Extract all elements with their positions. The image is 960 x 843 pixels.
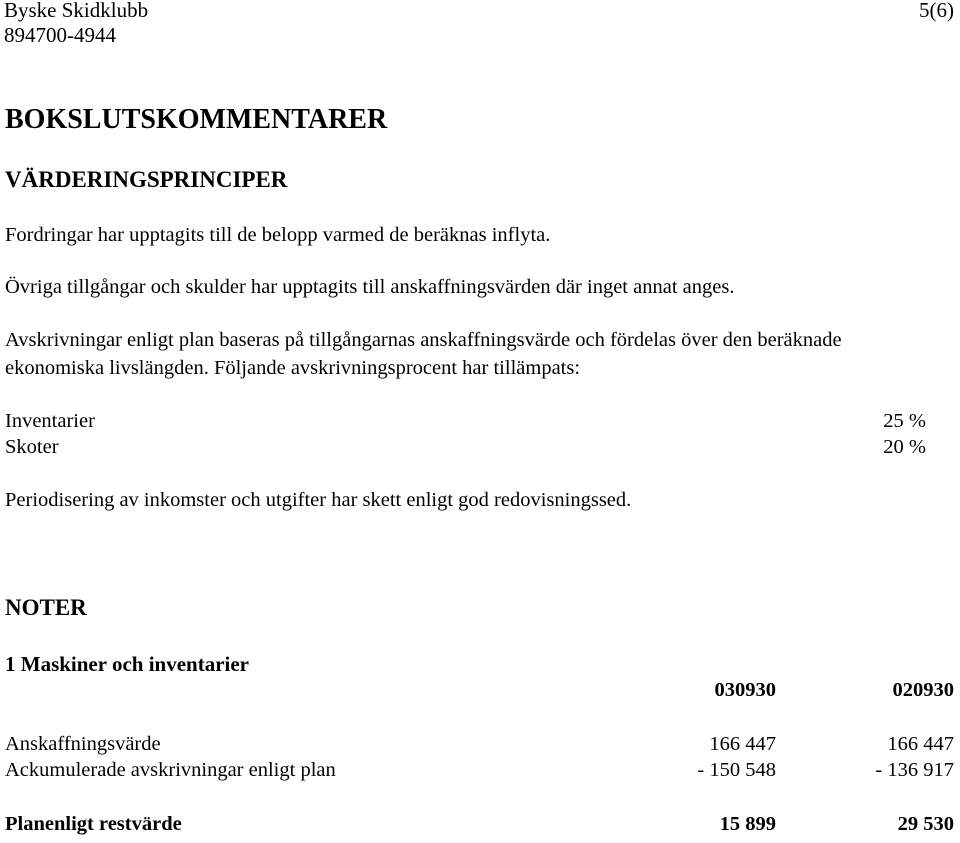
org-number: 894700-4944 xyxy=(4,23,116,47)
note1-row-label-acquisition: Anskaffningsvärde xyxy=(5,733,161,755)
paragraph-depreciation-line2: ekonomiska livslängden. Följande avskrivningsprocent har tillämpats: xyxy=(5,357,581,379)
note1-row-label-accumulated-depreciation: Ackumulerade avskrivningar enligt plan xyxy=(5,759,336,781)
note1-row-value-accumulated-depreciation-previous: - 136 917 xyxy=(875,759,954,781)
valuation-principles-heading: VÄRDERINGSPRINCIPER xyxy=(5,167,288,192)
paragraph-other-assets: Övriga tillgångar och skulder har upptagits till anskaffningsvärden där inget annat anges. xyxy=(5,276,735,298)
notes-heading: NOTER xyxy=(5,595,87,620)
rate-value-snowmobile: 20 % xyxy=(883,436,926,458)
note1-row-value-accumulated-depreciation-current: - 150 548 xyxy=(697,759,776,781)
note1-column-header-current: 030930 xyxy=(714,679,776,701)
org-name: Byske Skidklubb xyxy=(4,0,149,22)
note1-total-value-current: 15 899 xyxy=(719,813,776,835)
rate-value-inventory: 25 % xyxy=(883,410,926,432)
note1-title: 1 Maskiner och inventarier xyxy=(5,652,250,676)
rate-item-inventory: Inventarier xyxy=(5,410,95,432)
note1-total-value-previous: 29 530 xyxy=(897,813,954,835)
note1-column-header-previous: 020930 xyxy=(892,679,954,701)
rate-item-snowmobile: Skoter xyxy=(5,436,59,458)
note1-row-value-acquisition-previous: 166 447 xyxy=(887,733,954,755)
page-number: 5(6) xyxy=(919,0,954,22)
note1-total-label: Planenligt restvärde xyxy=(5,813,182,835)
paragraph-depreciation-line1: Avskrivningar enligt plan baseras på tillgångarnas anskaffningsvärde och fördelas över den beräknade xyxy=(5,329,842,351)
page-title: BOKSLUTSKOMMENTARER xyxy=(5,104,388,135)
paragraph-receivables: Fordringar har upptagits till de belopp varmed de beräknas inflyta. xyxy=(5,224,551,246)
paragraph-accruals: Periodisering av inkomster och utgifter har skett enligt god redovisningssed. xyxy=(5,489,632,511)
note1-row-value-acquisition-current: 166 447 xyxy=(709,733,776,755)
